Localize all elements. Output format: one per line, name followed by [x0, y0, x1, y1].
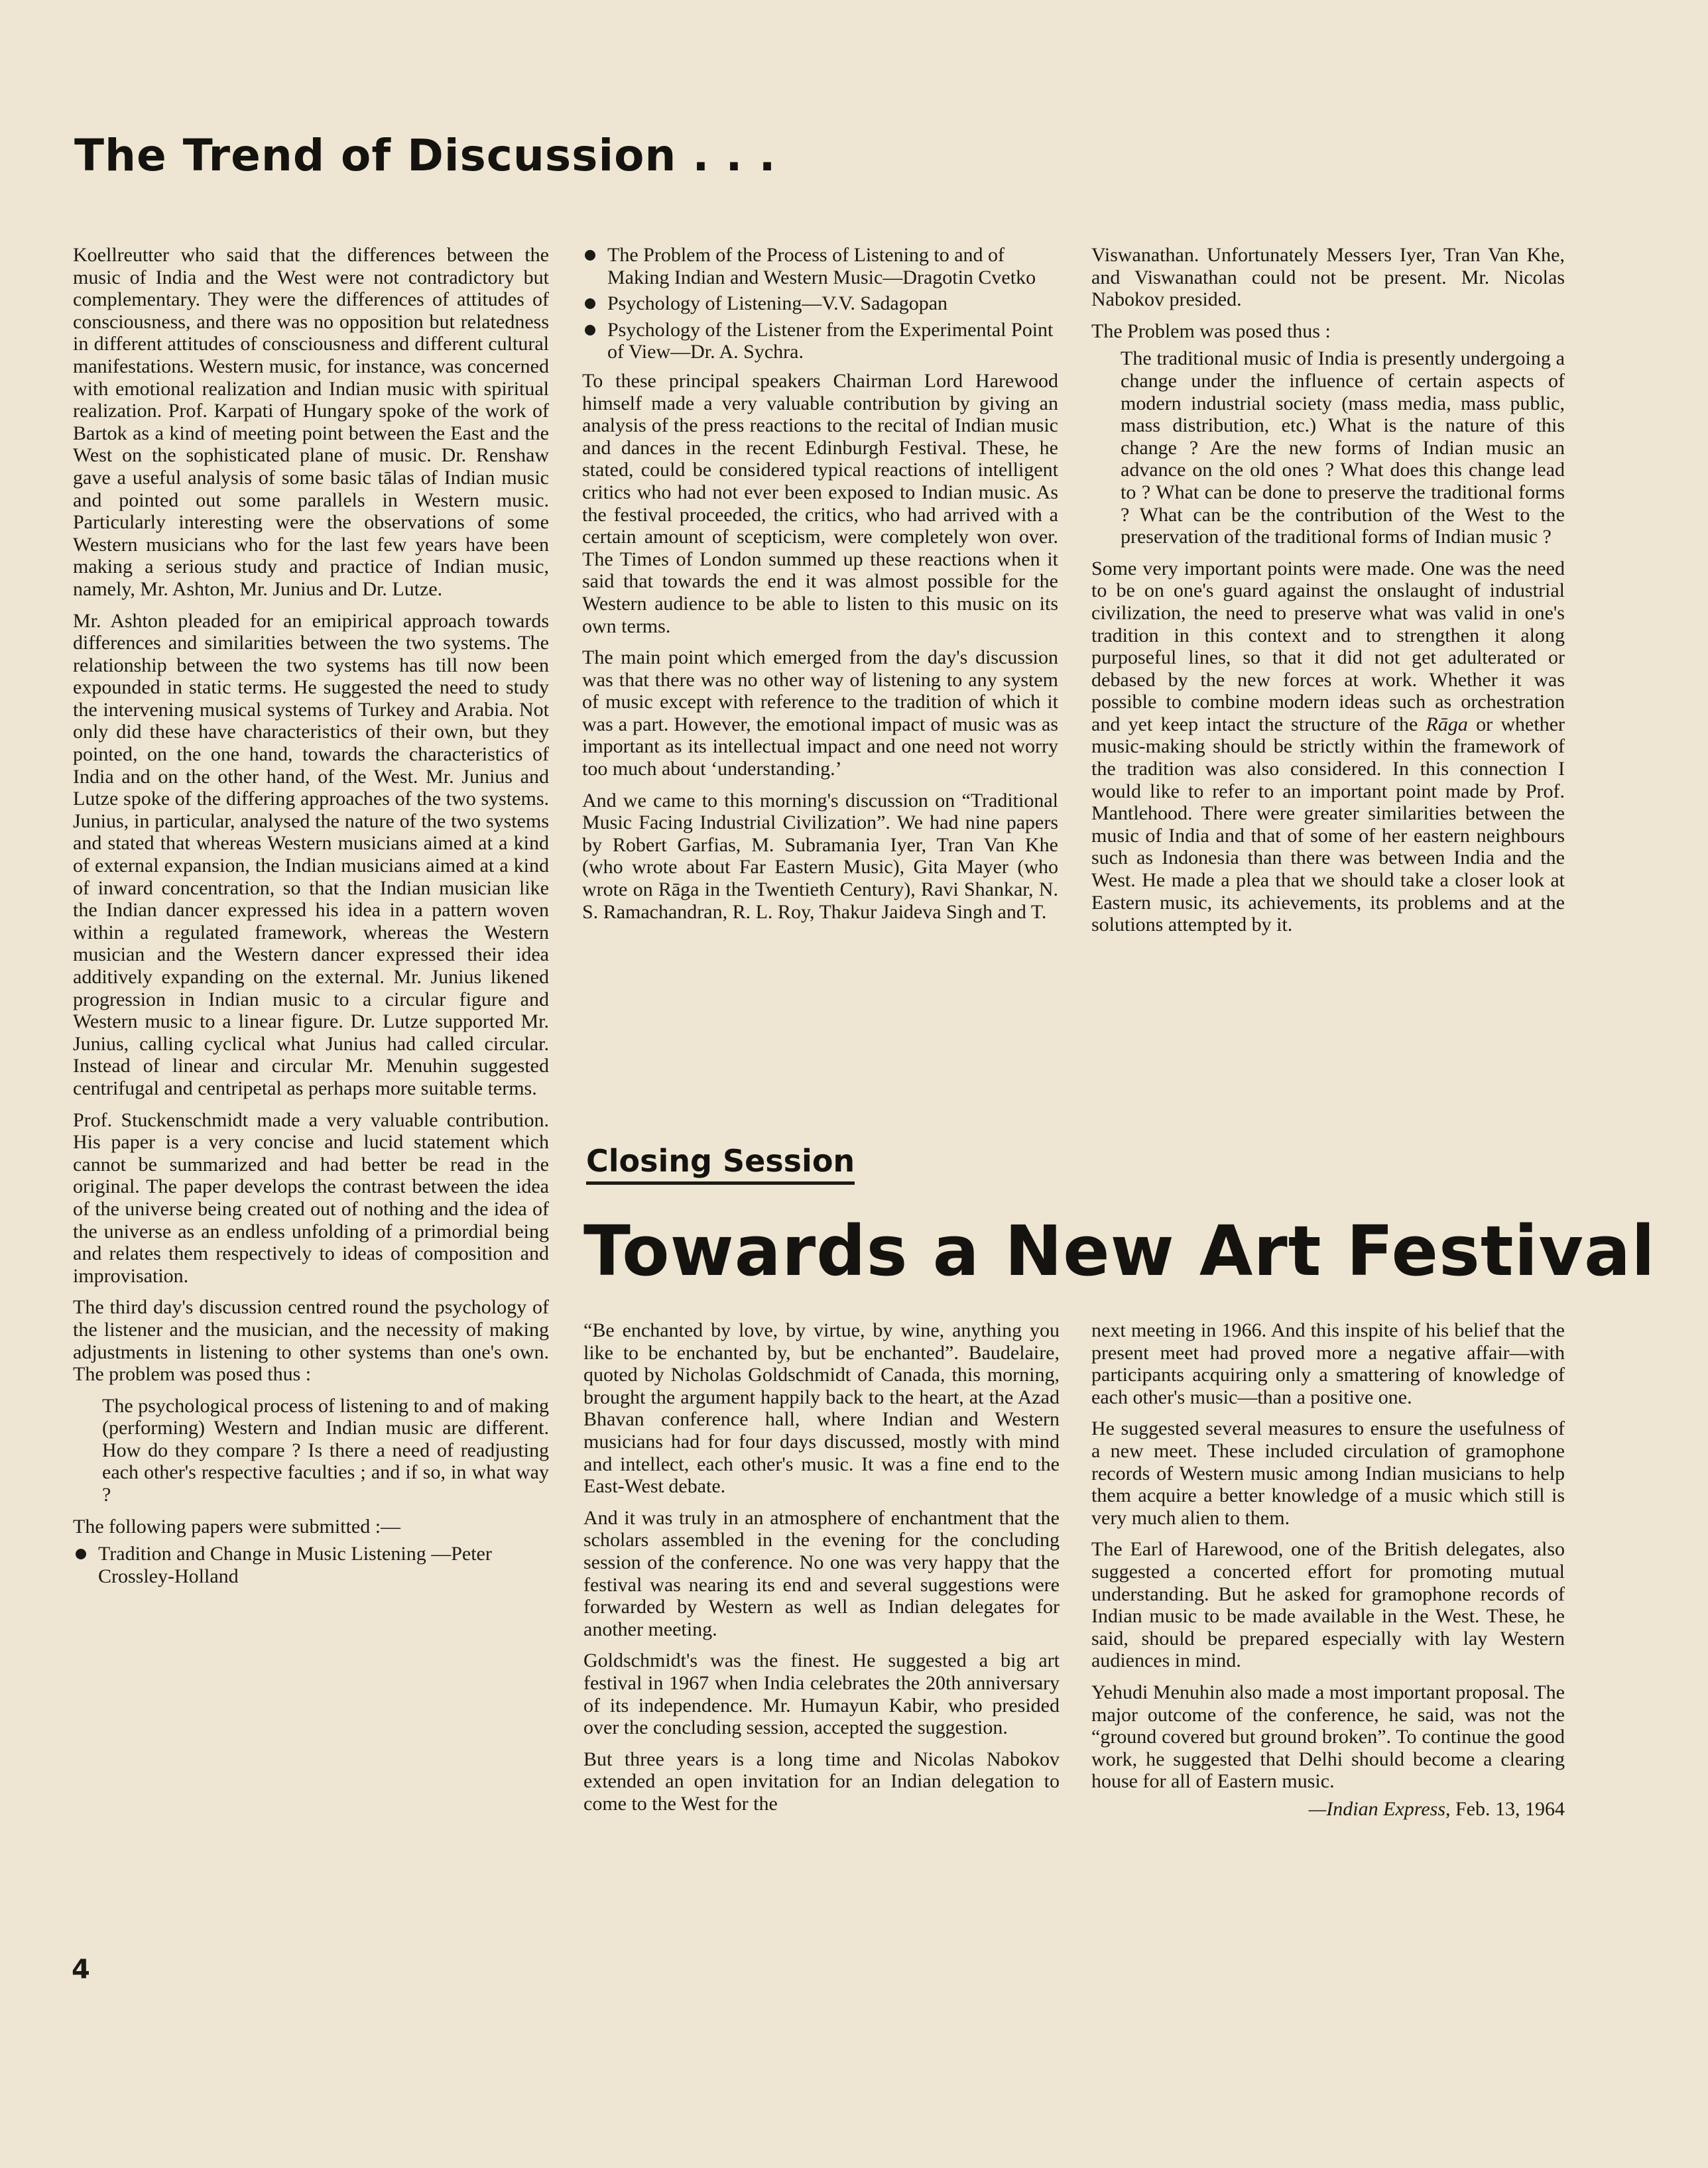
source-attribution	[1091, 1798, 1565, 1821]
paper-list	[73, 1543, 549, 1587]
paragraph: And we came to this morning's discussion on “Traditional Music Facing Industrial Civilization”. We had nine papers by Robert Garfias, M. Subramania Iyer, Tran Van Khe (who wrote about Far Eastern Music), Gita Mayer (who wrote on Rāga in the Twentieth Century), Ravi Shankar, N. S. Ramachandran, R. L. Roy, Thakur Jaideva Singh and T.	[582, 789, 1058, 923]
paragraph: The main point which emerged from the day's discussion was that there was no other way of listening to any system of music except with reference to the tradition of which it was a part. However, the emotional impact of music was as important as its intellectual impact and one need not worry too much about ‘understanding.’	[582, 646, 1058, 780]
paragraph	[1091, 558, 1565, 936]
source-date: Feb. 13, 1964	[1455, 1797, 1565, 1820]
paper-list	[582, 244, 1058, 363]
trend-column-1	[73, 244, 549, 1594]
block-quote: The psychological process of listening to and of making (performing) Western and Indian music are different. How do they compare ? Is there a need of readjusting each other's respective faculties ; and if so, in what way ?	[102, 1394, 549, 1506]
raga-term: Rāga	[1426, 713, 1468, 735]
festival-column-1	[583, 1319, 1060, 1824]
trend-column-3	[1091, 244, 1565, 945]
source-name: —Indian Express,	[1308, 1797, 1451, 1820]
paragraph: Yehudi Menuhin also made a most important proposal. The major outcome of the conference, he said, was not the “ground covered but ground broken”. To continue the good work, he suggested that Delhi should become a clearing house for all of Eastern music.	[1091, 1681, 1565, 1793]
bullet-icon	[585, 325, 595, 335]
list-item	[582, 319, 1058, 363]
block-quote: The traditional music of India is presently undergoing a change under the influence of certain aspects of modern industrial society (mass media, mass public, mass distribution, etc.) What is the nature of this change ? Are the new forms of Indian music an advance on the old ones ? What does this change lead to ? What can be done to preserve the traditional forms ? What can be the contribution of the West to the preservation of the traditional forms of Indian music ?	[1121, 347, 1565, 548]
paragraph: “Be enchanted by love, by virtue, by wine, anything you like to be enchanted by, but be enchanted”. Baudelaire, quoted by Nicholas Goldschmidt of Canada, this morning, brought the argument happily back to the heart, at the Azad Bhavan conference hall, where Indian and Western musicians had for four days discussed, mostly with mind and intellect, each other's music. It was a fine end to the East-West debate.	[583, 1319, 1060, 1498]
paragraph: To these principal speakers Chairman Lord Harewood himself made a very valuable contribution by giving an analysis of the press reactions to the recital of Indian music and dances in the recent Edinburgh Festival. These, he stated, could be considered typical reactions of intelligent critics who had not ever been exposed to Indian music. As the festival proceeded, the critics, who had arrived with a certain amount of scepticism, were completely won over. The Times of London summed up these reactions when it said that towards the end it was almost possible for the Western audience to be able to listen to this music on its own terms.	[582, 369, 1058, 637]
bullet-icon	[585, 298, 595, 309]
paragraph: Prof. Stuckenschmidt made a very valuable contribution. His paper is a very concise and lucid statement which cannot be summarized and had better be read in the original. The paper develops the contrast between the idea of the universe being created out of nothing and the idea of the universe as an endless unfolding of a primordial being and relates them respectively to ideas of composition and improvisation.	[73, 1109, 549, 1287]
paragraph: The third day's discussion centred round the psychology of the listener and the musician, and the necessity of making adjustments in listening to other systems than one's own. The problem was posed thus :	[73, 1296, 549, 1386]
list-item-text: Psychology of Listening—V.V. Sadagopan	[607, 292, 948, 315]
article-headline: Towards a New Art Festival	[583, 1211, 1656, 1292]
section-heading-trend: The Trend of Discussion . . .	[74, 130, 776, 181]
paragraph: Koellreutter who said that the differences between the music of India and the West were not contradictory but complementary. They were the differences of attitudes of consciousness, and there was no opposition but relatedness in different attitudes of consciousness and different cultural manifestations. Western music, for instance, was concerned with emotional realization and Indian music with spiritual realization. Prof. Karpati of Hungary spoke of the work of Bartok as a kind of meeting point between the East and the West on the sophisticated plane of music. Dr. Renshaw gave a useful analysis of some basic tālas of Indian music and pointed out some parallels in Western music. Particularly interesting were the observations of some Western musicians who for the last few years have been making a serious study and practice of Indian music, namely, Mr. Ashton, Mr. Junius and Dr. Lutze.	[73, 244, 549, 600]
bullet-icon	[76, 1549, 86, 1559]
paragraph-text: Some very important points were made. One was the need to be on one's guard against the onslaught of industrial civilization, the need to preserve what was valid in one's tradition in this context and to strengthen it along purposeful lines, so that it did not get adulterated or debased by the new forces at work. Whether it was possible to combine modern ideas such as orchestration and yet keep intact the structure of the	[1091, 557, 1565, 735]
page-number: 4	[72, 1955, 90, 1985]
paragraph: But three years is a long time and Nicolas Nabokov extended an open invitation for an Indian delegation to come to the West for the	[583, 1748, 1060, 1815]
paragraph: next meeting in 1966. And this inspite of his belief that the present meet had proved more a negative affair—with participants acquiring only a smattering of knowledge of each other's music—than a positive one.	[1091, 1319, 1565, 1408]
section-heading-closing: Closing Session	[586, 1143, 855, 1185]
list-item	[582, 292, 1058, 315]
festival-column-2	[1091, 1319, 1565, 1829]
trend-column-2	[582, 244, 1058, 932]
list-item-text: Psychology of the Listener from the Experimental Point of View—Dr. A. Sychra.	[607, 318, 1054, 363]
paragraph-text: or whether music-making should be strictly within the framework of the tradition was also considered. In this connection I would like to refer to an important point made by Prof. Mantlehood. There were greater similarities between the music of India and that of some of her eastern neighbours such as Indonesia than there was between India and the West. He made a plea that we should take a closer look at Eastern music, its achievements, its problems and at the solutions attempted by it.	[1091, 713, 1565, 936]
paragraph: And it was truly in an atmosphere of enchantment that the scholars assembled in the evening for the concluding session of the conference. No one was very happy that the festival was nearing its end and several suggestions were forwarded by Western as well as Indian delegates for another meeting.	[583, 1506, 1060, 1640]
paragraph: The Earl of Harewood, one of the British delegates, also suggested a concerted effort for promoting mutual understanding. But he asked for gramophone records of Indian music to be made available in the West. These, he said, should be prepared especially with lay Western audiences in mind.	[1091, 1538, 1565, 1672]
paragraph: Mr. Ashton pleaded for an emipirical approach towards differences and similarities between the two systems. The relationship between the two systems has till now been expounded in static terms. He suggested the need to study the intervening musical systems of Turkey and Arabia. Not only did these have characteristics of their own, but they pointed, on the one hand, towards the characteristics of India and on the other hand, of the West. Mr. Junius and Lutze spoke of the differing approaches of the two systems. Junius, in particular, analysed the nature of the two systems and stated that whereas Western musicians aimed at a kind of external expansion, the Indian musicians aimed at a kind of inward concentration, so that the Indian musician like the Indian dancer expressed his idea in a pattern woven within a regulated framework, whereas the Western musician and the Western dancer expressed their idea additively expanding on the external. Mr. Junius likened progression in Indian music to a circular figure and Western music to a linear figure. Dr. Lutze supported Mr. Junius, calling cyclical what Junius had called circular. Instead of linear and circular Mr. Menuhin suggested centrifugal and centripetal as perhaps more suitable terms.	[73, 609, 549, 1099]
paragraph: The following papers were submitted :—	[73, 1515, 401, 1537]
paragraph: He suggested several measures to ensure the usefulness of a new meet. These included circulation of gramophone records of Western music among Indian musicians to help them acquire a better knowledge of a music which still is very much alien to them.	[1091, 1417, 1565, 1529]
list-item	[73, 1543, 549, 1587]
list-item-text: The Problem of the Process of Listening to and of Making Indian and Western Music—Dragotin Cvetko	[607, 244, 1036, 288]
paragraph: Viswanathan. Unfortunately Messers Iyer, Tran Van Khe, and Viswanathan could not be present. Mr. Nicolas Nabokov presided.	[1091, 244, 1565, 311]
list-item-text: Tradition and Change in Music Listening —Peter Crossley-Holland	[98, 1543, 492, 1587]
paragraph: The Problem was posed thus :	[1091, 320, 1331, 342]
list-item	[582, 244, 1058, 288]
paragraph: Goldschmidt's was the finest. He suggested a big art festival in 1967 when India celebrates the 20th anniversary of its independence. Mr. Humayun Kabir, who presided over the concluding session, accepted the suggestion.	[583, 1650, 1060, 1739]
bullet-icon	[585, 250, 595, 261]
